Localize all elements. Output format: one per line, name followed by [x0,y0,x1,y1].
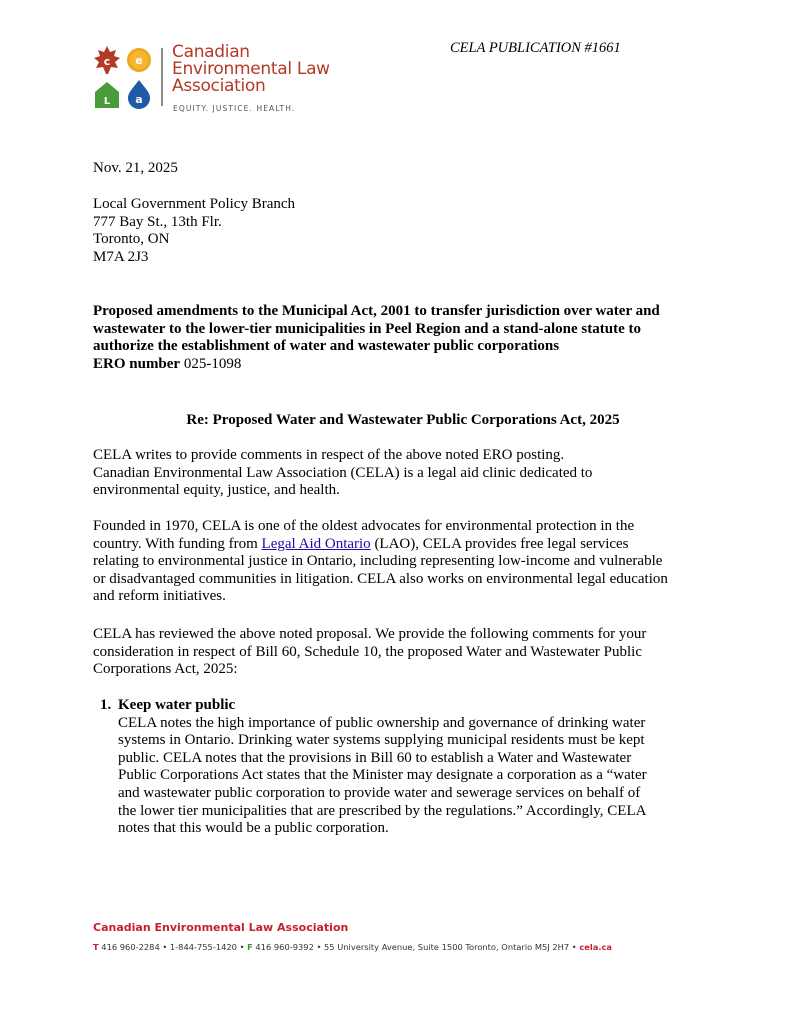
text-line: the lower tier municipalities that are prescribed by the regulations.” Accordingly, CELA [118,802,647,819]
text-line: CELA writes to provide comments in respect of the above noted ERO posting. [93,447,565,463]
text-line: relating to environmental justice in Ontario, including representing low-income and vulnerable [93,553,663,570]
logo-icon-grid [92,44,154,112]
paragraph-founded [93,518,713,606]
recipient-line: Toronto, ON [93,231,170,248]
text-line: Canadian Environmental Law Association (CELA) is a legal aid clinic dedicated to [93,464,593,481]
item-number: 1. [100,697,112,713]
subject-line: Proposed amendments to the Municipal Act, 2001 to transfer jurisdiction over water and [93,303,660,319]
phone-label: T [93,942,99,952]
ero-number [93,356,713,374]
logo-wordmark [172,44,330,95]
footer-org-name: Canadian Environmental Law Association [93,921,349,934]
text-line: CELA has reviewed the above noted proposal. We provide the following comments for your [93,626,647,642]
paragraph-reviewed [93,626,713,679]
ero-value: 025-1098 [180,355,242,372]
ero-label: ERO number [93,355,181,372]
svg-text:L: L [103,96,111,107]
phone-numbers: 416 960-2284 • 1-844-755-1420 • [98,942,248,952]
subject-line: wastewater to the lower-tier municipalities in Peel Region and a stand-alone statute to [93,320,641,337]
drop-a-icon [128,80,150,109]
text-line: Corporations Act, 2025: [93,661,238,678]
text-line: environmental equity, justice, and health. [93,482,340,499]
text-line: Public Corporations Act states that the Minister may designate a corporation as a “water [118,767,647,784]
text-line: CELA notes the high importance of public ownership and governance of drinking water [118,714,646,731]
footer-contact [93,942,612,952]
text-line: and wastewater public corporation to provide water and sewerage services on behalf of [118,784,641,801]
cela-logo [92,44,352,116]
text-line: public. CELA notes that the provisions in Bill 60 to establish a Water and Wastewater [118,749,632,766]
subject-block [93,303,713,373]
re-heading: Re: Proposed Water and Wastewater Public Corporations Act, 2025 [186,412,620,428]
recipient-line: 777 Bay St., 13th Flr. [93,213,222,230]
website-link[interactable]: cela.ca [579,942,612,952]
publication-number: CELA PUBLICATION #1661 [450,40,621,56]
subject-line: authorize the establishment of water and wastewater public corporations [93,338,560,355]
logo-divider [161,48,163,106]
text-line: or disadvantaged communities in litigation. CELA also works on environmental legal education [93,570,668,587]
text-line: and reform initiatives. [93,588,226,605]
text-line: consideration in respect of Bill 60, Schedule 10, the proposed Water and Wastewater Public [93,643,642,660]
legal-aid-ontario-link[interactable]: Legal Aid Ontario [261,535,371,552]
logo-line-2: Environmental Law [172,59,330,79]
house-l-icon [95,82,119,108]
svg-text:c: c [103,55,111,68]
text-line: Founded in 1970, CELA is one of the oldest advocates for environmental protection in the [93,518,635,534]
item-title: Keep water public [118,697,236,713]
paragraph-intro [93,447,713,500]
svg-text:a: a [135,93,143,106]
re-line [93,412,713,430]
text-line: systems in Ontario. Drinking water systems supplying municipal residents must be kept [118,732,645,749]
text-fragment: country. With funding from [93,535,262,552]
recipient-line: Local Government Policy Branch [93,196,296,212]
fax-address: 416 960-9392 • 55 University Avenue, Suite 1500 Toronto, Ontario M5J 2H7 • [252,942,580,952]
text-line [93,536,713,554]
text-fragment: (LAO), CELA provides free legal services [370,535,629,552]
logo-line-3: Association [172,76,266,96]
maple-leaf-c-icon [94,46,120,74]
logo-tagline: EQUITY. JUSTICE. HEALTH. [173,104,296,113]
numbered-item-1 [100,697,708,838]
fax-label: F [247,942,253,952]
svg-text:e: e [135,54,143,67]
text-line: notes that this would be a public corporation. [118,820,389,837]
logo-line-1: Canadian [172,42,250,62]
letter-date: Nov. 21, 2025 [93,160,178,176]
recipient-address [93,196,713,266]
sun-e-icon [127,48,151,72]
recipient-line: M7A 2J3 [93,248,149,265]
